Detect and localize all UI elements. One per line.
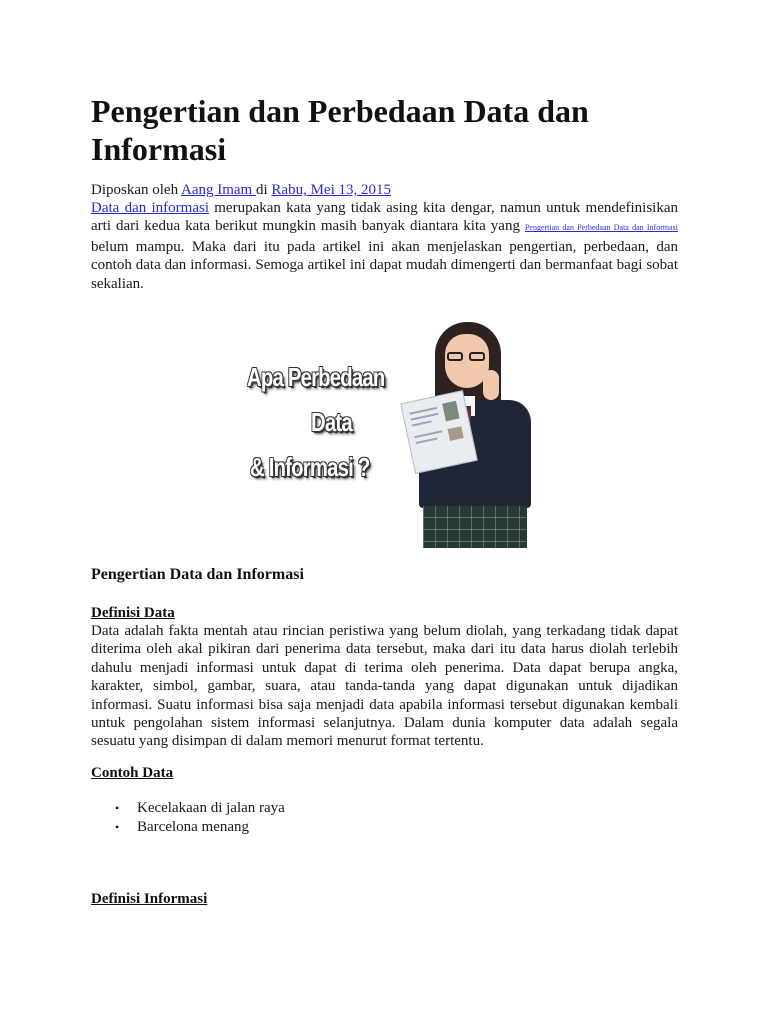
byline <box>91 181 391 199</box>
article-title: Pengertian dan Perbedaan Data dan Informasi <box>91 93 589 167</box>
glasses-icon <box>445 352 489 362</box>
intro-paragraph <box>91 199 678 293</box>
bullet-icon: • <box>115 801 120 815</box>
definisi-informasi-heading: Definisi Informasi <box>91 891 208 907</box>
hand-shape <box>483 370 499 400</box>
list-item: • Barcelona menang <box>115 819 250 835</box>
definisi-data-body: Data adalah fakta mentah atau rincian peristiwa yang belum diolah, yang terkadang tidak dapat diterima oleh akal pikiran dari penerima data tersebut, maka dari itu data harus diolah terlebih dahulu menjadi informasi untuk dapat di terima oleh penerima. Data dapat berupa angka, karakter, simbol, gambar, suara, atau tanda-tanda yang dapat digunakan untuk dijadikan informasi. Suatu informasi bisa saja menjadi data apabila informasi tersebut digunakan kembali untuk pengolahan sistem informasi selanjutnya. Dalam dunia komputer data adalah segala sesuatu yang disimpan di dalam memori menurut format tertentu. <box>91 623 678 750</box>
list-item: • Kecelakaan di jalan raya <box>115 800 285 816</box>
definisi-data-heading: Definisi Data <box>91 605 175 621</box>
date-link[interactable]: Rabu, Mei 13, 2015 <box>271 182 391 198</box>
intro-text-1: merupakan kata yang tidak asing kita dengar, namun untuk mendefinisikan arti dari kedua kata berikut mungkin masih banyak diantara kita yang <box>91 200 678 235</box>
contoh-data-heading: Contoh Data <box>91 765 174 781</box>
image-caption-line-2: Data <box>311 407 352 437</box>
article-image <box>239 310 539 548</box>
section-heading: Pengertian Data dan Informasi <box>91 566 304 583</box>
bullet-icon: • <box>115 820 120 834</box>
girl-reading-illustration <box>407 310 539 548</box>
data-dan-informasi-link[interactable]: Data dan informasi <box>91 200 209 216</box>
byline-prefix: Diposkan oleh <box>91 182 181 198</box>
article-inline-link[interactable]: Pengertian dan Perbedaan Data dan Informasi <box>524 223 678 233</box>
author-link[interactable]: Aang Imam <box>181 182 256 198</box>
image-caption-line-1: Apa Perbedaan <box>247 362 385 392</box>
intro-text-2: belum mampu. Maka dari itu pada artikel ini akan menjelaskan pengertian, perbedaan, dan contoh data dan informasi. Semoga artikel ini dapat mudah dimengerti dan bermanfaat bagi sobat sekalian. <box>91 238 678 292</box>
byline-middle: di <box>255 182 272 198</box>
contoh-data-list <box>91 799 285 837</box>
image-caption-line-3: & Informasi ? <box>250 452 370 482</box>
plaid-skirt-shape <box>423 506 527 548</box>
